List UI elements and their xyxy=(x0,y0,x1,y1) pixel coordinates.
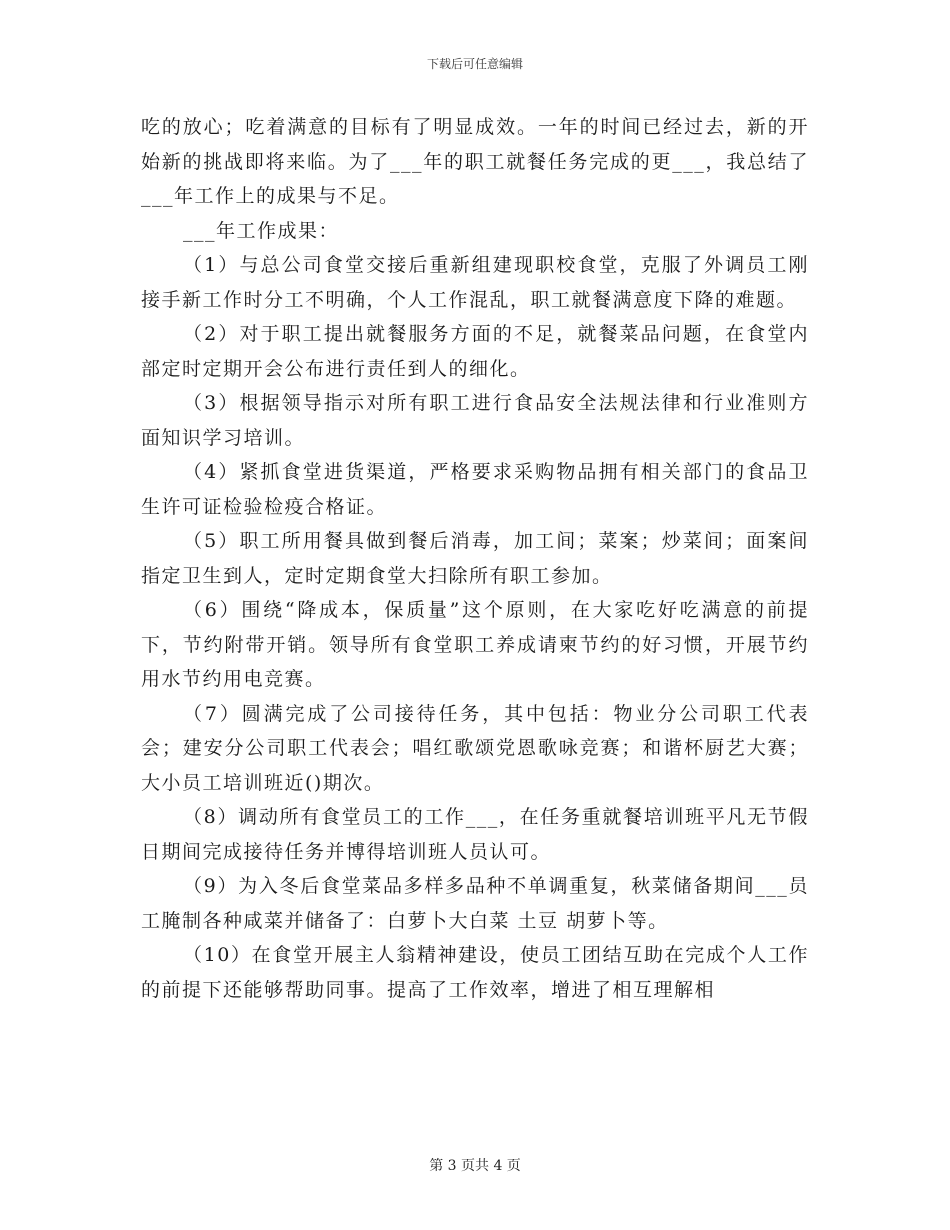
paragraph-item-5: （5）职工所用餐具做到餐后消毒，加工间；菜案；炒菜间；面案间指定卫生到人，定时定期食堂大扫除所有职工参加。 xyxy=(141,530,809,587)
document-body xyxy=(141,110,809,1007)
paragraph-item-1: （1）与总公司食堂交接后重新组建现职校食堂，克服了外调员工刚接手新工作时分工不明确，个人工作混乱，职工就餐满意度下降的难题。 xyxy=(141,254,809,311)
paragraph-item-7: （7）圆满完成了公司接待任务，其中包括：物业分公司职工代表会；建安分公司职工代表会；唱红歌颂党恩歌咏竞赛；和谐杯厨艺大赛；大小员工培训班近()期次。 xyxy=(141,702,809,794)
paragraph-intro: 吃的放心；吃着满意的目标有了明显成效。一年的时间已经过去，新的开始新的挑战即将来临。为了___年的职工就餐任务完成的更___，我总结了___年工作上的成果与不足。 xyxy=(141,116,809,207)
paragraph-item-10: （10）在食堂开展主人翁精神建设，使员工团结互助在完成个人工作的前提下还能够帮助同事。提高了工作效率，增进了相互理解相 xyxy=(141,944,809,1001)
paragraph-item-6: （6）围绕“降成本，保质量”这个原则，在大家吃好吃满意的前提下，节约附带开销。领导所有食堂职工养成请柬节约的好习惯，开展节约用水节约用电竞赛。 xyxy=(141,599,809,690)
paragraph-item-2: （2）对于职工提出就餐服务方面的不足，就餐菜品问题，在食堂内部定时定期开会公布进行责任到人的细化。 xyxy=(141,323,809,380)
paragraph-item-3: （3）根据领导指示对所有职工进行食品安全法规法律和行业准则方面知识学习培训。 xyxy=(141,392,809,449)
paragraph-section-heading: ___年工作成果： xyxy=(183,219,340,242)
page-header: 下载后可任意编辑 xyxy=(426,57,523,71)
page-footer: 第 3 页共 4 页 xyxy=(429,1158,521,1174)
paragraph-item-4: （4）紧抓食堂进货渠道，严格要求采购物品拥有相关部门的食品卫生许可证检验检疫合格证。 xyxy=(141,461,809,518)
paragraph-item-8: （8）调动所有食堂员工的工作___，在任务重就餐培训班平凡无节假日期间完成接待任务并博得培训班人员认可。 xyxy=(141,806,809,863)
paragraph-item-9: （9）为入冬后食堂菜品多样多品种不单调重复，秋菜储备期间___员工腌制各种咸菜并储备了：白萝卜大白菜 土豆 胡萝卜等。 xyxy=(141,875,809,932)
